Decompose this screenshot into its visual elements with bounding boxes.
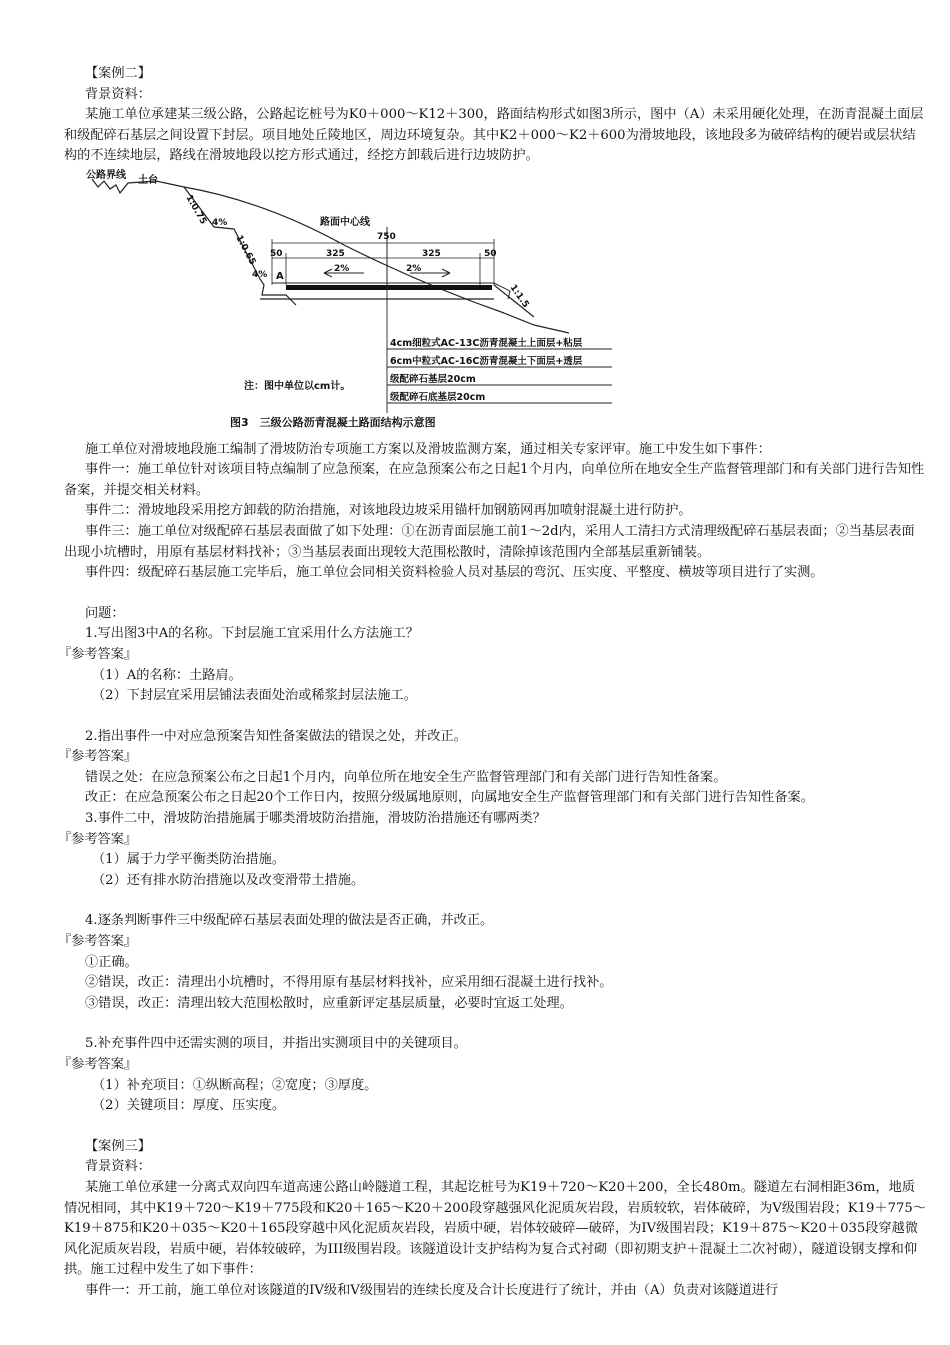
figure-3-pavement-cross-section [64, 167, 926, 419]
answer-5-2: （2）关键项目：厚度、压实度。 [92, 1098, 286, 1114]
case2-background-text: 某施工单位承建某三级公路，公路起讫桩号为K0＋000～K12＋300，路面结构形式如图3所示，图中（A）未采用硬化处理，在沥青混凝土面层和级配碎石基层之间设置下封层。项目地处丘陵地区，周边环境复杂。其中K2＋000～K2＋600为滑坡地段，该地段多为破碎结构的硬岩或层状结构的不连续地层，路线在滑坡地段以挖方形式通过，经挖方卸载后进行边坡防护。 [64, 107, 924, 164]
dim-325-right: 325 [422, 248, 441, 259]
dim-50-left: 50 [270, 248, 283, 259]
case3-title: 【案例三】 [85, 1138, 151, 1154]
question-2: 2.指出事件一中对应急预案告知性备案做法的错误之处，并改正。 [85, 728, 467, 744]
answer-2-2: 改正：在应急预案公布之日起20个工作日内，按照分级属地原则，向属地安全生产监督管理部门和有关部门进行告知性备案。 [85, 790, 814, 806]
answer-4-3: ③错误，改正：清理出较大范围松散时，应重新评定基层质量，必要时宜返工处理。 [85, 995, 573, 1011]
layer-4-label: 级配碎石底基层20cm [390, 391, 486, 403]
answer-label: 『参考答案』 [58, 1057, 138, 1072]
answer-label: 『参考答案』 [58, 831, 138, 847]
cross-slope-left: 2% [334, 263, 350, 274]
case2-intro: 施工单位对滑坡地段施工编制了滑坡防治专项施工方案以及滑坡监测方案，通过相关专家评审。施工中发生如下事件： [85, 441, 771, 457]
answer-1-1: （1）A的名称：土路肩。 [92, 667, 242, 683]
question-5: 5.补充事件四中还需实测的项目，并指出实测项目中的关键项目。 [85, 1036, 467, 1052]
case2-background-label: 背景资料： [85, 86, 151, 102]
case3-event-1: 事件一：开工前，施工单位对该隧道的IV级和V级围岩的连续长度及合计长度进行了统计，并由（A）负责对该隧道进行 [85, 1282, 779, 1298]
answer-label: 『参考答案』 [58, 749, 138, 765]
dim-325-left: 325 [326, 248, 345, 259]
document-page [58, 64, 926, 1302]
answer-label: 『参考答案』 [58, 646, 138, 662]
figure-note: 注：图中单位以cm计。 [244, 380, 351, 392]
berm-pct-label-1: 4% [212, 217, 228, 228]
earth-platform-label: 土台 [138, 174, 158, 186]
answer-1-2: （2）下封层宜采用层铺法表面处治或稀浆封层法施工。 [92, 688, 417, 704]
pavement-layer [286, 285, 492, 290]
boundary-label: 公路界线 [86, 169, 126, 181]
question-3: 3.事件二中，滑坡防治措施属于哪类滑坡防治措施，滑坡防治措施还有哪两类？ [85, 811, 546, 827]
slope-label-1: 1:0.75 [183, 193, 209, 227]
answer-5-1: （1）补充项目：①纵断高程；②宽度；③厚度。 [92, 1077, 378, 1093]
case2-title: 【案例二】 [85, 66, 151, 81]
layer-2-label: 6cm中粒式AC-16C沥青混凝土下面层+透层 [390, 355, 583, 367]
case2-event-4: 事件四：级配碎石基层施工完毕后，施工单位会同相关资料检验人员对基层的弯沉、压实度、平整度、横坡等项目进行了实测。 [85, 565, 824, 581]
case2-event-3: 事件三：施工单位对级配碎石基层表面做了如下处理：①在沥青面层施工前1～2d内，采用人工清扫方式清理级配碎石基层表面；②当基层表面出现小坑槽时，用原有基层材料找补；③当基层表面出现较大范围松散时，清除掉该范围内全部基层重新铺装。 [64, 523, 915, 560]
centerline-label: 路面中心线 [320, 216, 370, 228]
case2-event-2: 事件二：滑坡地段采用挖方卸载的防治措施，对该地段边坡采用锚杆加钢筋网再加喷射混凝土进行防护。 [85, 503, 692, 519]
answer-4-2: ②错误，改正：清理出小坑槽时，不得用原有基层材料找补，应采用细石混凝土进行找补。 [85, 975, 613, 991]
layer-3-label: 级配碎石基层20cm [390, 373, 476, 385]
case2-event-1: 事件一：施工单位针对该项目特点编制了应急预案，在应急预案公布之日起1个月内，向单位所在地安全生产监督管理部门和有关部门进行告知性备案，并提交相关材料。 [64, 462, 925, 498]
cross-section-drawing [64, 167, 926, 419]
answer-2-1: 错误之处：在应急预案公布之日起1个月内，向单位所在地安全生产监督管理部门和有关部门进行告知性备案。 [85, 769, 727, 785]
answer-4-1: ①正确。 [85, 954, 138, 970]
case3-background-text: 某施工单位承建一分离式双向四车道高速公路山岭隧道工程，其起讫桩号为K19＋720～K20＋200，全长480m。隧道左右洞相距36m，地质情况相同，其中K19＋720～K19＋775段和K20＋165～K20＋200段穿越强风化泥质灰岩段，岩质较软，岩体破碎，为V级围岩段；K19＋775～K19＋875和K20＋035～K20＋165段穿越中风化泥质灰岩段，岩质中硬，岩体较破碎—破碎，为IV级围岩段；K19＋875～K20＋035段穿越微风化泥质灰岩段，岩质中硬，岩体较破碎，为III级围岩段。该隧道设计支护结构为复合式衬砌（即初期支护＋混凝土二次衬砌），隧道设钢支撑和仰拱。施工过程中发生了如下事件： [64, 1179, 926, 1278]
berm-pct-label-2: 4% [252, 269, 268, 280]
cross-slope-right: 2% [406, 263, 422, 274]
dim-50-right: 50 [484, 248, 497, 259]
answer-label: 『参考答案』 [58, 934, 138, 950]
question-4: 4.逐条判断事件三中级配碎石基层表面处理的做法是否正确，并改正。 [85, 913, 494, 929]
dim-750: 750 [377, 231, 396, 242]
answer-3-2: （2）还有排水防治措施以及改变滑带土措施。 [92, 872, 365, 888]
question-1: 1.写出图3中A的名称。下封层施工宜采用什么方法施工？ [85, 626, 419, 642]
figure-caption: 图3 三级公路沥青混凝土路面结构示意图 [230, 415, 436, 429]
answer-3-1: （1）属于力学平衡类防治措施。 [92, 852, 286, 868]
case3-background-label: 背景资料： [85, 1159, 151, 1175]
label-a: A [276, 270, 284, 282]
questions-label: 问题： [85, 605, 125, 621]
slope-label-2: 1:0.65 [233, 233, 258, 267]
layer-1-label: 4cm细粒式AC-13C沥青混凝土上面层+粘层 [390, 337, 583, 349]
slope-label-3: 1:1.5 [507, 282, 531, 310]
